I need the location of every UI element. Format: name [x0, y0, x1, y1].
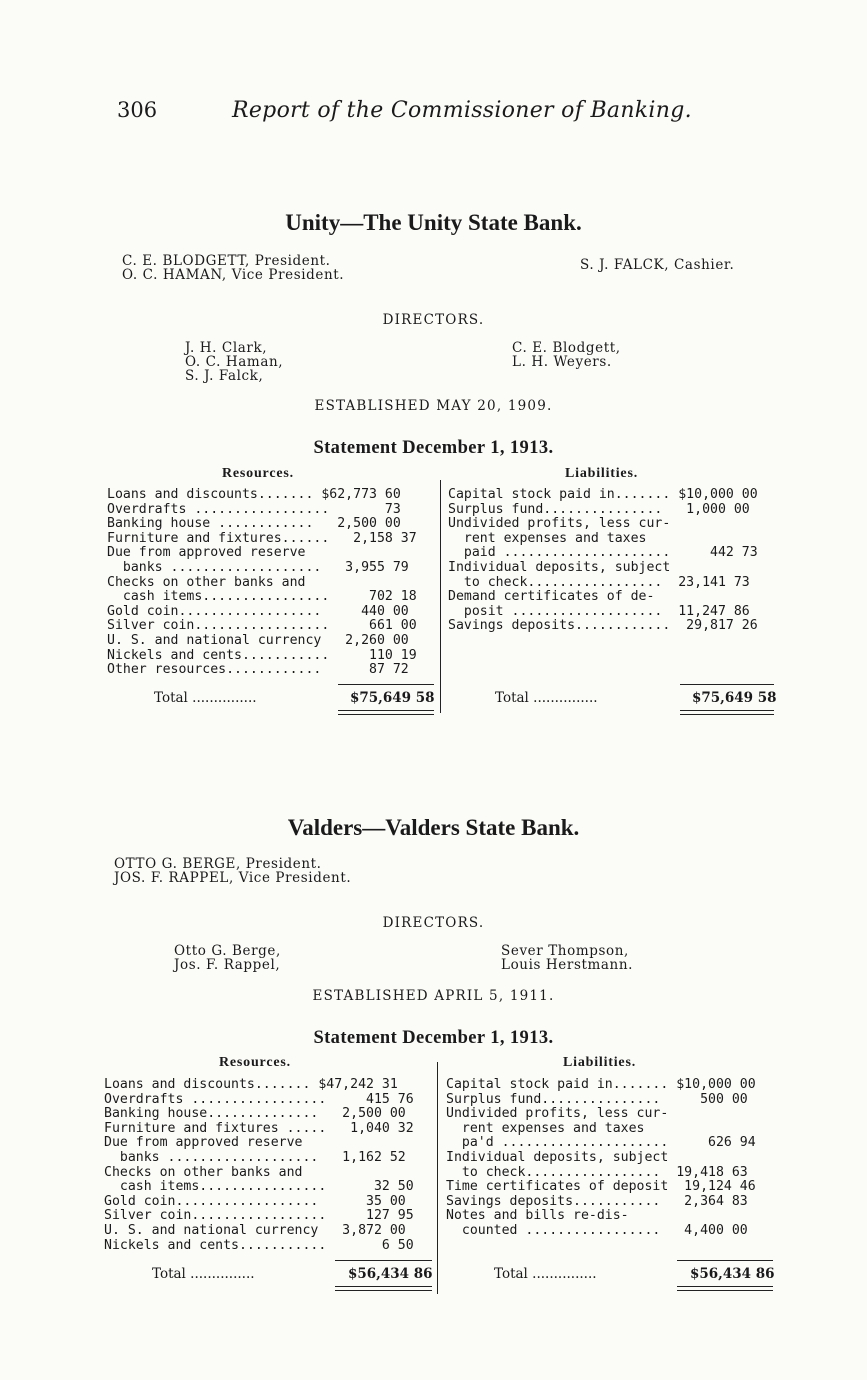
running-title: Report of the Commissioner of Banking.: [232, 98, 692, 123]
total-label-right-unity: Total ...............: [495, 690, 598, 706]
president-valders: OTTO G. BERGE, President.: [114, 856, 322, 872]
resources-table-unity: Loans and discounts....... $62,773 60 Overdrafts ................. 73 Banking house ............ 2,500 00 Furniture and fixtures...... 2,158 37 Due from approved reserve banks ................... 3,955 79 Checks on other banks and cash items................ 702 18 Gold coin.................. 440 00 Silver coin................. 661 00 U. S. and national currency 2,260 00 Nickels and cents........... 110 19 Other resources............ 87 72: [107, 487, 417, 678]
double-rule-right-unity: [680, 710, 774, 715]
director-unity-1: J. H. Clark,: [185, 340, 268, 356]
director-valders-4: Louis Herstmann.: [501, 957, 634, 973]
resources-heading-unity: Resources.: [222, 466, 294, 481]
established-unity: ESTABLISHED MAY 20, 1909.: [314, 398, 553, 414]
total-value-right-valders: $56,434 86: [690, 1266, 775, 1282]
directors-heading-unity: DIRECTORS.: [382, 312, 485, 328]
total-value-left-valders: $56,434 86: [348, 1266, 433, 1282]
double-rule-right-valders: [677, 1286, 773, 1291]
double-rule-left-valders: [335, 1286, 432, 1291]
director-valders-3: Sever Thompson,: [501, 943, 629, 959]
double-rule-left-unity: [338, 710, 434, 715]
liabilities-table-unity: Capital stock paid in....... $10,000 00 Surplus fund............... 1,000 00 Undivided profits, less cur- rent expenses and taxes paid ..................... 442 73 Individual deposits, subject to check................. 23,141 73 Demand certificates of de- posit ................... 11,247 86 Savings deposits............ 29,817 26: [448, 487, 758, 634]
total-rule-left-unity: [338, 684, 434, 685]
cashier-unity: S. J. FALCK, Cashier.: [580, 257, 735, 273]
director-unity-2: O. C. Haman,: [185, 354, 284, 370]
total-value-left-unity: $75,649 58: [350, 690, 435, 706]
column-divider-valders: [437, 1062, 438, 1294]
resources-heading-valders: Resources.: [219, 1055, 291, 1070]
director-unity-4: C. E. Blodgett,: [512, 340, 621, 356]
statement-heading-unity: Statement December 1, 1913.: [313, 438, 554, 458]
liabilities-heading-unity: Liabilities.: [565, 466, 638, 481]
total-rule-left-valders: [335, 1260, 432, 1261]
vice-president-unity: O. C. HAMAN, Vice President.: [122, 267, 345, 283]
resources-table-valders: Loans and discounts....... $47,242 31 Overdrafts ................. 415 76 Banking house.............. 2,500 00 Furniture and fixtures ..... 1,040 32 Due from approved reserve banks ................... 1,162 52 Checks on other banks and cash items................ 32 50 Gold coin.................. 35 00 Silver coin................. 127 95 U. S. and national currency 3,872 00 Nickels and cents........... 6 50: [104, 1077, 414, 1253]
page-number: 306: [117, 98, 158, 122]
total-rule-right-unity: [680, 684, 774, 685]
total-value-right-unity: $75,649 58: [692, 690, 777, 706]
total-rule-right-valders: [677, 1260, 773, 1261]
director-valders-1: Otto G. Berge,: [174, 943, 281, 959]
statement-heading-valders: Statement December 1, 1913.: [313, 1028, 554, 1048]
established-valders: ESTABLISHED APRIL 5, 1911.: [312, 988, 555, 1004]
director-unity-5: L. H. Weyers.: [512, 354, 612, 370]
total-label-left-valders: Total ...............: [152, 1266, 255, 1282]
bank-title-valders: Valders—Valders State Bank.: [287, 815, 580, 840]
total-label-left-unity: Total ...............: [154, 690, 257, 706]
director-valders-2: Jos. F. Rappel,: [174, 957, 281, 973]
directors-heading-valders: DIRECTORS.: [382, 915, 485, 931]
liabilities-heading-valders: Liabilities.: [563, 1055, 636, 1070]
column-divider-unity: [440, 480, 441, 713]
bank-title-unity: Unity—The Unity State Bank.: [285, 210, 582, 235]
liabilities-table-valders: Capital stock paid in....... $10,000 00 Surplus fund............... 500 00 Undivided profits, less cur- rent expenses and taxes pa'd ..................... 626 94 Individual deposits, subject to check................. 19,418 63 Time certificates of deposit 19,124 46 Savings deposits........... 2,364 83 Notes and bills re-dis- counted ................. 4,400 00: [446, 1077, 756, 1238]
director-unity-3: S. J. Falck,: [185, 368, 264, 384]
total-label-right-valders: Total ...............: [494, 1266, 597, 1282]
vice-president-valders: JOS. F. RAPPEL, Vice President.: [114, 870, 352, 886]
president-unity: C. E. BLODGETT, President.: [122, 253, 331, 269]
